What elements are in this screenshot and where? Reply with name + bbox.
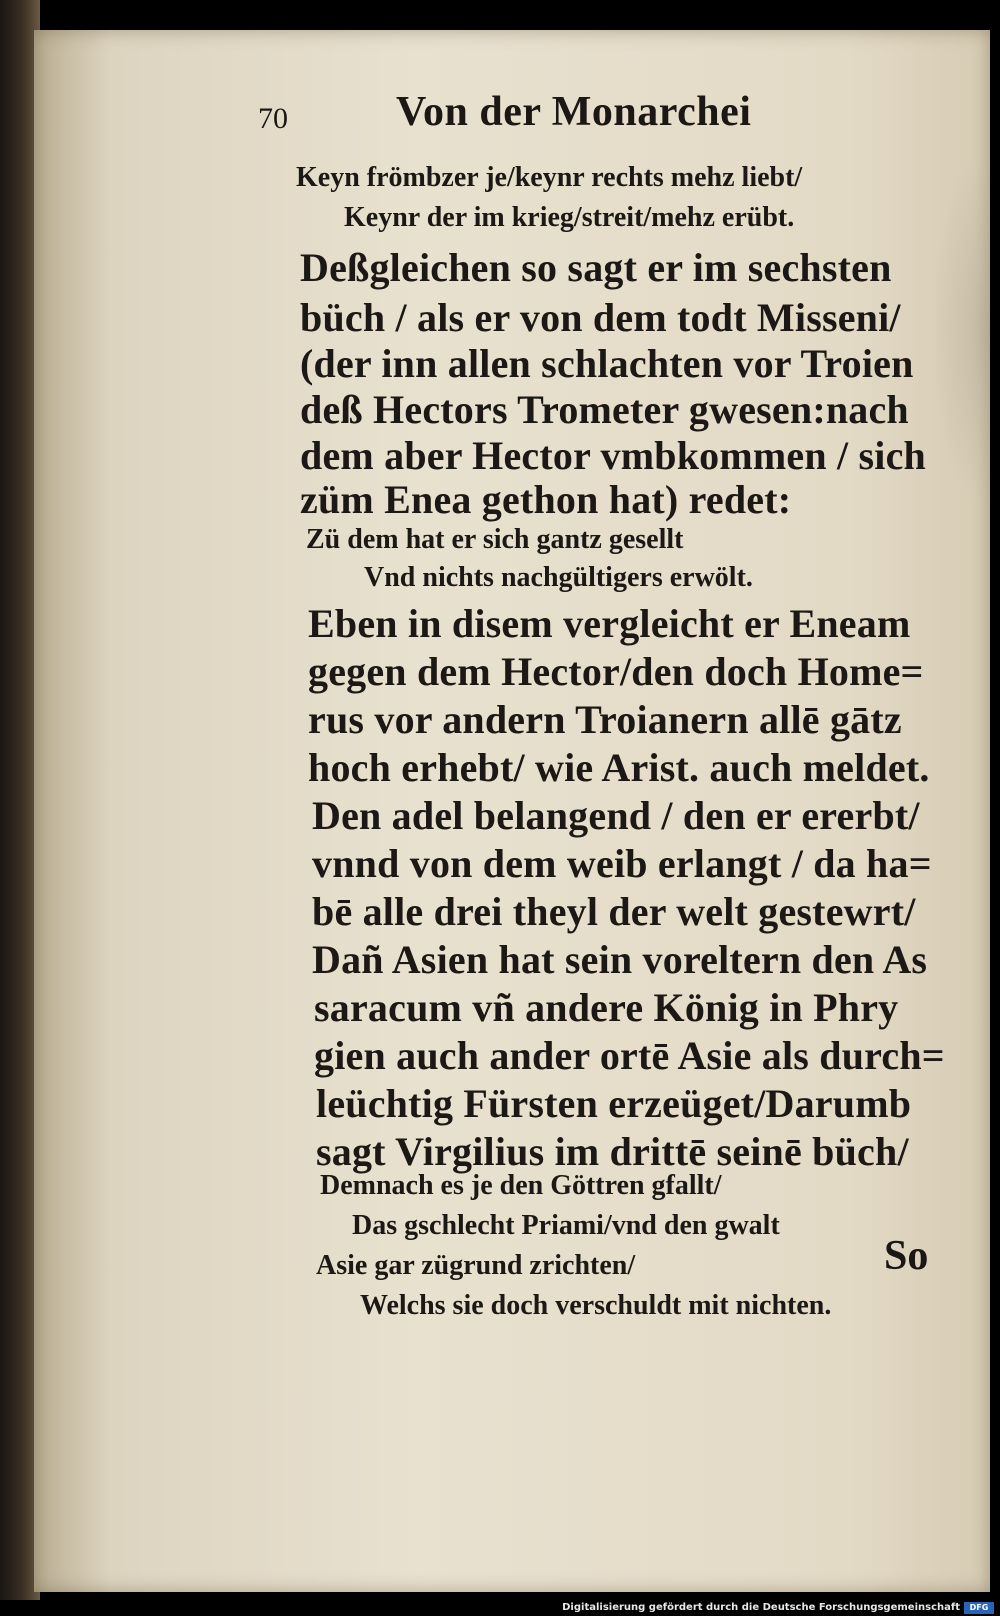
text-line: Dañ Asien hat sein voreltern den As — [312, 937, 928, 982]
verse-line: Keyn frömbzer je/keynr rechts mehz liebt/ — [296, 162, 803, 193]
verse-line: Das gschlecht Priami/vnd den gwalt — [352, 1210, 780, 1241]
verse-line: Vnd nichts nachgültigers erwölt. — [364, 562, 753, 593]
page-number: 70 — [258, 102, 288, 135]
text-line: (der inn allen schlachten vor Troien — [300, 341, 914, 386]
text-line: züm Enea gethon hat) redet: — [300, 477, 792, 522]
text-line: bē alle drei theyl der welt gestewrt/ — [312, 889, 916, 934]
catchword: So — [884, 1233, 929, 1279]
verse-line: Keynr der im krieg/streit/mehz erübt. — [344, 202, 795, 233]
text-line: Deßgleichen so sagt er im sechsten — [300, 245, 892, 290]
text-line: dem aber Hector vmbkommen / sich — [300, 433, 926, 478]
show-through — [930, 150, 990, 510]
digitization-credit: Digitalisierung gefördert durch die Deutsche Forschungsgemeinschaft — [562, 1602, 960, 1613]
text-line: sagt Virgilius im drittē seinē büch/ — [316, 1129, 909, 1174]
page-header — [258, 88, 858, 148]
text-line: gegen dem Hector/den doch Home= — [308, 649, 924, 694]
text-line: saracum vñ andere König in Phry — [314, 985, 899, 1030]
text-line: deß Hectors Trometer gwesen:nach — [300, 387, 909, 432]
text-line: Den adel belangend / den er ererbt/ — [312, 793, 920, 838]
text-line: büch / als er von dem todt Misseni/ — [300, 295, 901, 340]
text-line: rus vor andern Troianern allē gātz — [308, 697, 902, 742]
text-line: Eben in disem vergleicht er Eneam — [308, 601, 911, 646]
text-line: gien auch ander ortē Asie als durch= — [314, 1033, 945, 1078]
verse-line: Zü dem hat er sich gantz gesellt — [306, 524, 684, 555]
verse-line: Demnach es je den Göttren gfallt/ — [320, 1170, 722, 1201]
running-head: Von der Monarchei — [396, 89, 752, 135]
text-line: leüchtig Fürsten erzeüget/Darumb — [316, 1081, 912, 1126]
verse-line: Welchs sie doch verschuldt mit nichten. — [360, 1290, 832, 1321]
dfg-logo: DFG — [964, 1602, 994, 1614]
text-line: vnnd von dem weib erlangt / da ha= — [312, 841, 932, 886]
verse-line: Asie gar zügrund zrichten/ — [316, 1250, 636, 1281]
text-line: hoch erhebt/ wie Arist. auch meldet. — [308, 745, 930, 790]
